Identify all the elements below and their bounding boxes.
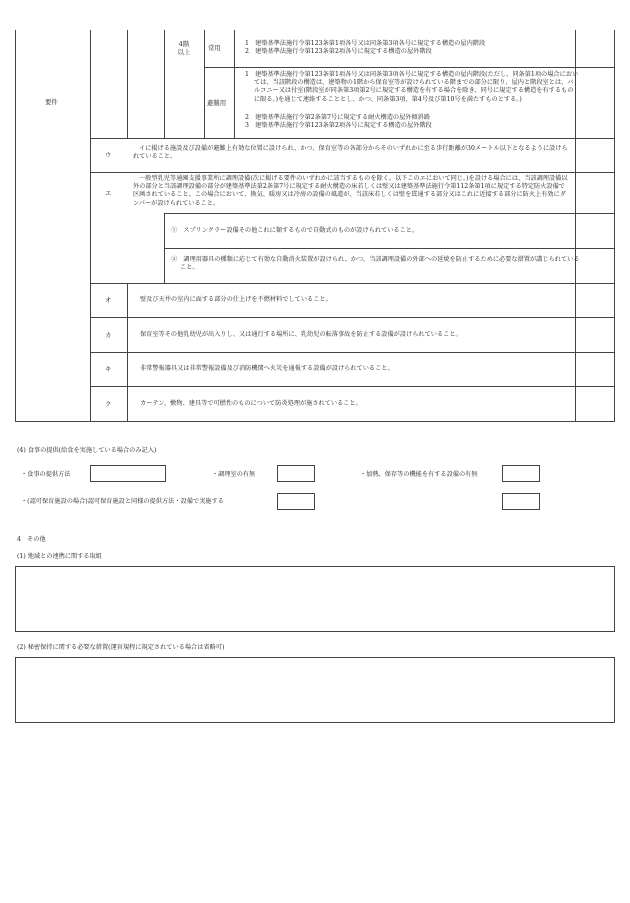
meals-heading: (4) 食事の提供(給食を実施している場合のみ記入) xyxy=(17,447,157,454)
evacuation-use-item: 2 建築基準法施行令第2条第7号に規定する耐火構造の屋外傾斜路 xyxy=(245,114,431,121)
confidentiality-textarea[interactable] xyxy=(15,657,615,723)
table-col-line xyxy=(90,30,91,421)
row-text: 非常警報器具又は非常警報設備及び消防機関へ火災を通報する設備が設けられていること。 xyxy=(140,365,394,372)
regular-use-item: 1 建築基準法施行令第123条第1項各号又は同条第3項各号に規定する構造の屋内階段 xyxy=(245,40,486,47)
row-key: キ xyxy=(105,365,112,373)
requirement-label: 要件 xyxy=(45,98,58,106)
table-row-line xyxy=(90,317,615,318)
meal-method-field[interactable] xyxy=(90,465,166,482)
extra-field[interactable] xyxy=(502,493,540,510)
table-col-line xyxy=(164,213,165,283)
evacuation-use-item: 3 建築基準法施行令第123条第2項各号に規定する構造の屋外階段 xyxy=(245,122,432,129)
regular-use-label: 常用 xyxy=(208,44,221,52)
meal-method-label: ・食事の提供方法 xyxy=(21,471,71,478)
table-row-line xyxy=(164,248,615,249)
row-text: 一般型乳児等通園支援事業所に調理設備(次に掲げる要件のいずれかに該当するものを除く。以下このエにおいて同じ。)を設ける場合には、当該調理設備以外の部分と当該調理設備の部分が建築基準法第2条第7号に規定する耐火構造の床若しくは壁又は建築基準法施行令第112条第1項に規定する特定防火設備で区画されていること。この場合において、換気、暖房又は冷房の設備の風道が、当該床若しくは壁を貫通する部分又はこれに近接する部分に防火上有効にダンパーが設けられていること。 xyxy=(133,175,568,207)
same-method-field[interactable] xyxy=(277,493,315,510)
row-key: カ xyxy=(105,331,112,339)
table-col-line xyxy=(127,30,128,138)
community-label: (1) 地域との連携に関する取組 xyxy=(17,553,102,560)
regular-use-item: 2 建築基準法施行令第123条第2項各号に規定する構造の屋外階段 xyxy=(245,48,432,55)
heating-storage-field[interactable] xyxy=(502,465,540,482)
table-row-line xyxy=(164,213,615,214)
row-text: カーテン、敷物、建具等で可燃性のものについて防炎処理が施されていること。 xyxy=(140,400,362,407)
heating-storage-label: ・加熱、保存等の機能を有する設備の有無 xyxy=(360,471,478,478)
table-row-line xyxy=(90,172,615,173)
evacuation-use-item: 1 建築基準法施行令第123条第1項各号又は同条第3項各号に規定する構造の屋内階段(ただし、同条第1項の場合においては、当該階段の構造は、建築物の1階から保育室等が設けられている階までの部分に限り、屋内と階段室とは、バルコニー又は付室(階段室が同条第3項第2号に規定する構造を有する場合を除き、同号に規定する構造を有するものに限る。)を通じて連絡することとし、かつ、同条第3項、第4号及び第10号を満たすものとする。) xyxy=(245,71,579,103)
row-text: 壁及び天井の室内に面する部分の仕上げを不燃材料でしていること。 xyxy=(140,296,332,303)
community-textarea[interactable] xyxy=(15,566,615,632)
table-border-left xyxy=(15,30,16,421)
table-row-line xyxy=(90,138,615,139)
table-border-bottom xyxy=(15,421,615,422)
floor-label: 4階 以上 xyxy=(177,40,191,57)
row-text: 保育室等その他乳幼児が出入りし、又は通行する場所に、乳幼児の転落事故を防止する設備が設けられていること。 xyxy=(140,331,462,338)
row-key: オ xyxy=(105,296,112,304)
kitchen-label: ・調理室の有無 xyxy=(212,471,256,478)
table-border-right xyxy=(614,30,615,421)
same-method-label: ・(認可保育施設の場合)認可保育施設と同様の提供方法・設備で実施する xyxy=(21,498,224,505)
row-key: ウ xyxy=(105,151,112,159)
table-col-line xyxy=(164,30,165,138)
table-row-line xyxy=(90,352,615,353)
sub-item-text: ② 調理用器具の種類に応じて有効な自動消火装置が設けられ、かつ、当該調理設備の外部への延焼を防止するために必要な措置が講じられていること。 xyxy=(171,256,580,272)
row-key: エ xyxy=(105,189,112,197)
table-row-line xyxy=(90,283,615,284)
sub-item-text: ① スプリンクラー設備その他これに類するもので自動式のものが設けられていること。 xyxy=(171,227,419,234)
kitchen-field[interactable] xyxy=(277,465,315,482)
row-key: ク xyxy=(105,400,112,408)
table-row-line xyxy=(90,386,615,387)
confidentiality-label: (2) 秘密保持に関する必要な措置(運営規程に規定されている場合は省略可) xyxy=(17,644,225,651)
table-row-line xyxy=(204,67,615,68)
table-col-line xyxy=(204,30,205,138)
evacuation-use-label: 避難用 xyxy=(207,99,227,107)
table-col-line xyxy=(234,30,235,138)
row-text: イに掲げる施設及び設備が避難上有効な位置に設けられ、かつ、保育室等の各部分からそのいずれかに至る歩行距離が30メートル以下となるように設けられていること。 xyxy=(133,145,568,161)
other-heading: 4 その他 xyxy=(17,536,46,543)
